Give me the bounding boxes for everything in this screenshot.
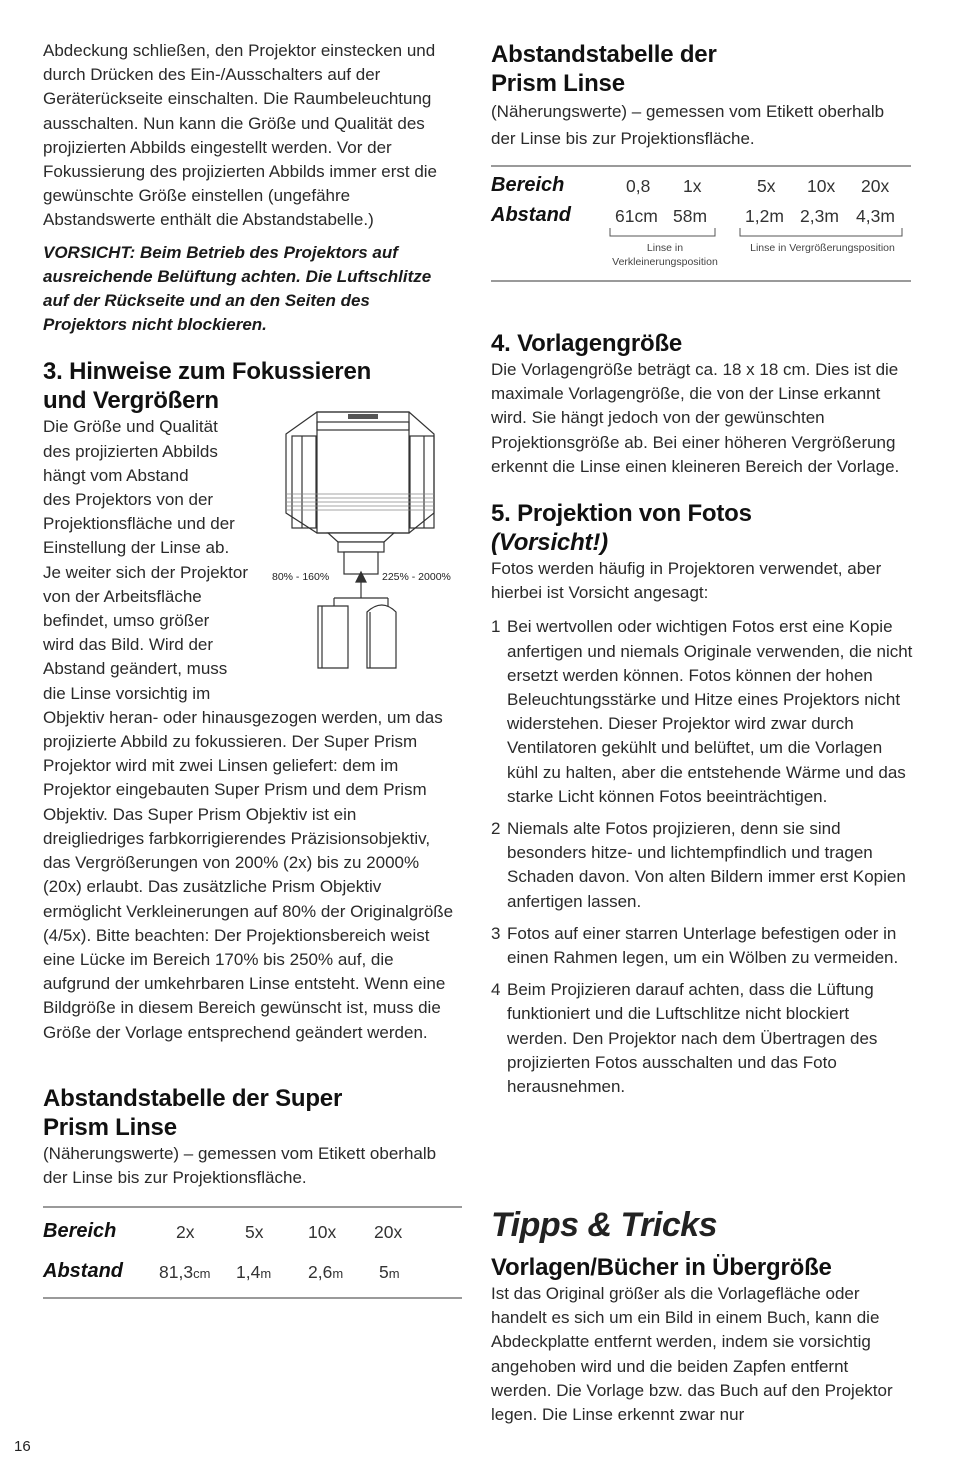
- text-line: hängt vom Abstand: [43, 465, 189, 485]
- list-item: [491, 922, 913, 970]
- caption-reduction: [600, 241, 730, 269]
- bereich-value: 10x: [308, 1222, 337, 1242]
- list-text: Bei wertvollen oder wichtigen Fotos erst eine Kopie anfertigen und niemals Originale verwenden, die nicht ersetzt werden können. Fotos können der hohen Beleuchtungsstärke und Hitze eines Projektors nicht widerstehen. Dieser Projektor wird zwar durch Ventilatoren gekühlt und belüftet, um die Vorlagen kühl zu halten, aber die entstehende Wärme und das starke Licht können Fotos beeinträchtigen.: [507, 617, 913, 806]
- prism-table-heading-line2: Prism Linse: [491, 70, 625, 97]
- caption-enlargement: Linse in Vergrößerungsposition: [750, 242, 895, 254]
- abstand-value: [159, 1262, 210, 1283]
- abstand-unit: m: [388, 1266, 400, 1281]
- bereich-value: 10x: [807, 176, 836, 196]
- bereich-value: 2x: [176, 1222, 195, 1242]
- bereich-value: 20x: [374, 1222, 403, 1242]
- abstand-value: 2,3m: [800, 206, 839, 226]
- table-rule: [491, 165, 911, 167]
- row-label-bereich: Bereich: [43, 1220, 117, 1242]
- abstand-value: 1,2m: [745, 206, 784, 226]
- tips-text: Ist das Original größer als die Vorlagefläche oder handelt es sich um ein Bild in einem Buch, kann die Abdeckplatte entfernt werden, indem sie vorsichtig angehoben wird und die beiden Zapfen entfernt werden. Die Vorlage bzw. das Buch auf den Projektor legen. Die Linse erkennt zwar nur: [491, 1284, 893, 1425]
- caption-reduction-line2: Verkleinerungsposition: [612, 256, 718, 268]
- position-brackets: [600, 226, 910, 242]
- photo-tips-list: [491, 615, 913, 1099]
- bereich-value: 0,8: [626, 176, 651, 196]
- text-line: Projektionsfläche und der: [43, 514, 235, 534]
- super-table-section: [43, 1084, 458, 1190]
- text-line: Die Größe und Qualität: [43, 417, 218, 437]
- row-label-bereich: Bereich: [491, 174, 565, 196]
- tips-subheading: Vorlagen/Bücher in Übergröße: [491, 1254, 832, 1281]
- text-line: von der Arbeitsfläche: [43, 586, 202, 606]
- text-line: die Linse vorsichtig im: [43, 683, 211, 703]
- section5-heading: [491, 499, 913, 557]
- logo-plate: [348, 414, 378, 419]
- abstand-value: 4,3m: [856, 206, 895, 226]
- section5-heading-line1: 5. Projektion von Fotos: [491, 500, 752, 528]
- text-line: Abstand geändert, muss: [43, 659, 228, 679]
- tips-title: Tipps & Tricks: [491, 1206, 718, 1244]
- list-number: 1: [491, 617, 501, 637]
- range-label-left: 80% - 160%: [272, 571, 330, 583]
- list-text: Fotos auf einer starren Unterlage befestigen oder in einen Rahmen legen, um ein Wölben zu vermeiden.: [507, 923, 899, 968]
- row-label-abstand: Abstand: [43, 1260, 123, 1282]
- list-number: 3: [491, 923, 501, 943]
- caption-reduction-line1: Linse in: [646, 242, 684, 254]
- bereich-value: 5x: [757, 176, 776, 196]
- section3-body: Objektiv heran- oder hinausgezogen werden, um das projizierte Abbild zu fokussieren. Der Super Prism Projektor wird mit zwei Linsen geliefert: dem im Projektor eingebauten Super Prism und dem Prism Objektiv. Das Super Prism Objektiv ist ein dreigliedriges farbkorrigierendes Präzisionsobjektiv, das Vergrößerungen von 200% (2x) bis zu 2000% (20x) erlaubt. Das zusätzliche Prism Objektiv ermöglicht Verkleinerungen auf 80% der Originalgröße (4/5x). Bitte beachten: Der Projektionsbereich weist eine Lücke im Bereich 170% bis 250% auf, die aufgrund der umkehrbaren Linse entsteht. Wenn eine Bildgröße in diesem Bereich gewünscht ist, muss die Größe der Vorlage entsprechend geändert werden.: [43, 707, 454, 1042]
- row-label-abstand: Abstand: [491, 204, 571, 226]
- abstand-number: 2,6: [308, 1262, 333, 1282]
- section4-text: Die Vorlagengröße beträgt ca. 18 x 18 cm. Dies ist die maximale Vorlagengröße, die von der Linse erkannt wird. Sie hängt jedoch von der gewünschten Projektionsgröße ab. Bei einer höheren Vergrößerung erkennt die Linse einen kleineren Bereich der Vorlage.: [491, 360, 900, 476]
- range-label-right: 225% - 2000%: [382, 571, 451, 583]
- abstand-unit: m: [260, 1266, 272, 1281]
- abstand-unit: cm: [193, 1266, 211, 1281]
- list-text: Niemals alte Fotos projizieren, denn sie sind besonders hitze- und lichtempfindlich und tragen Schaden davon. Von alten Bildern immer erst Kopien anfertigen lassen.: [507, 819, 906, 911]
- section3-narrow-text: [43, 415, 268, 705]
- bereich-value: 1x: [683, 176, 702, 196]
- text-line: wird das Bild. Wird der: [43, 635, 214, 655]
- intro-paragraph: Abdeckung schließen, den Projektor einstecken und durch Drücken des Ein-/Ausschalters auf der Geräterückseite einschalten. Die Raumbeleuchtung ausschalten. Nun kann die Größe und Qualität des projizierten Abbilds eingestellt werden. Vor der Fokussierung des projizierten Abbilds immer erst die gewünschte Größe einstellen (ungefähre Abstandswerte enthält die Abstandstabelle.): [43, 41, 438, 230]
- section3-heading: [43, 357, 458, 415]
- bereich-value: 20x: [861, 176, 890, 196]
- table-rule: [43, 1206, 462, 1208]
- ventilation-warning: VORSICHT: Beim Betrieb des Projektors auf ausreichende Belüftung achten. Die Luftschlitze auf der Rückseite und an den Seiten des Projektors nicht blockieren.: [43, 242, 432, 335]
- table-rule: [491, 280, 911, 282]
- projector-diagram: [272, 410, 457, 672]
- list-number: 2: [491, 819, 501, 839]
- prism-table-section: [491, 40, 911, 152]
- abstand-number: 1,4: [236, 1262, 261, 1282]
- abstand-value: 61cm: [615, 206, 658, 226]
- section4-heading: 4. Vorlagengröße: [491, 330, 683, 357]
- text-line: des Projektors von der: [43, 490, 214, 510]
- section5-heading-line2: (Vorsicht!): [491, 529, 608, 557]
- super-table-note: (Näherungswerte) – gemessen vom Etikett oberhalb der Linse bis zur Projektionsfläche.: [43, 1144, 437, 1188]
- abstand-unit: m: [332, 1266, 344, 1281]
- text-line: des projizierten Abbilds: [43, 441, 218, 461]
- super-table-heading: [43, 1084, 458, 1142]
- prism-table-heading: [491, 40, 911, 98]
- text-line: Einstellung der Linse ab.: [43, 538, 230, 558]
- list-item: [491, 978, 913, 1099]
- abstand-value: [236, 1262, 271, 1283]
- bereich-value: 5x: [245, 1222, 264, 1242]
- table-rule: [43, 1297, 462, 1299]
- list-number: 4: [491, 980, 501, 1000]
- list-item: [491, 817, 913, 914]
- section3-heading-line2: und Vergrößern: [43, 387, 219, 415]
- prism-table-note: (Näherungswerte) – gemessen vom Etikett oberhalb der Linse bis zur Projektionsfläche.: [491, 102, 885, 148]
- abstand-number: 5: [379, 1262, 389, 1282]
- tips-section: [491, 1206, 913, 1427]
- section5-intro: Fotos werden häufig in Projektoren verwendet, aber hierbei ist Vorsicht angesagt:: [491, 559, 882, 603]
- abstand-number: 81,3: [159, 1262, 194, 1282]
- prism-table-heading-line1: Abstandstabelle der: [491, 41, 717, 68]
- abstand-value: [308, 1262, 343, 1283]
- list-text: Beim Projizieren darauf achten, dass die Lüftung funktioniert und die Luftschlitze nicht blockiert werden. Den Projektor nach dem Übertragen des projizierten Fotos ausschalten und das Foto herausnehmen.: [507, 980, 878, 1097]
- text-line: Je weiter sich der Projektor: [43, 562, 249, 582]
- abstand-value: [379, 1262, 400, 1283]
- list-item: [491, 615, 913, 809]
- page-number: 16: [14, 1438, 31, 1455]
- text-line: befindet, umso größer: [43, 611, 210, 631]
- abstand-value: 58m: [673, 206, 708, 226]
- section3-heading-line1: 3. Hinweise zum Fokussieren: [43, 358, 372, 386]
- right-column-body: [491, 329, 913, 1107]
- super-table-heading-line2: Prism Linse: [43, 1114, 177, 1141]
- super-table-heading-line1: Abstandstabelle der Super: [43, 1085, 343, 1112]
